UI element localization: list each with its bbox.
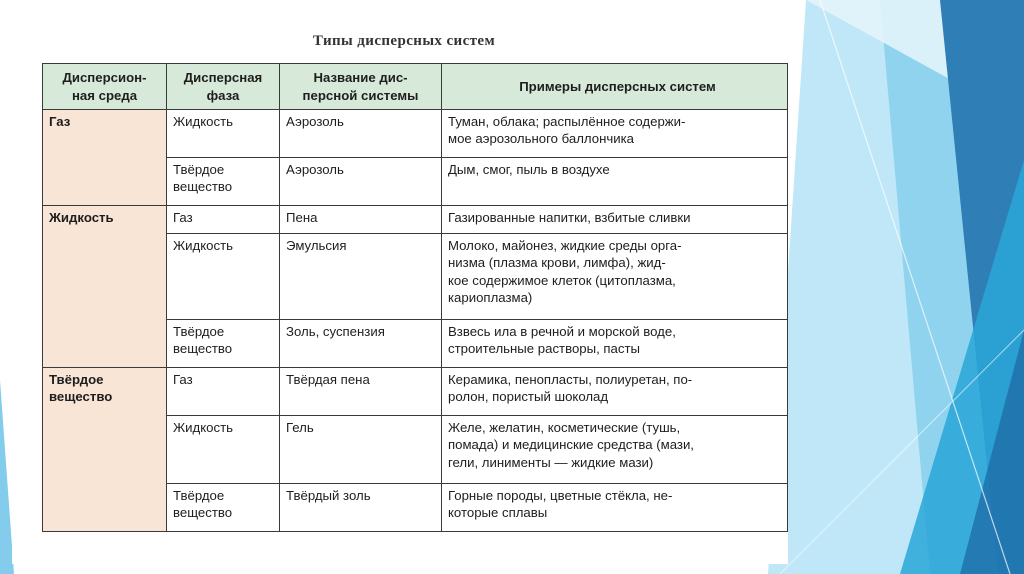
table-title: Типы дисперсных систем bbox=[312, 33, 496, 49]
phase-cell: Твёрдое вещество bbox=[167, 320, 280, 368]
phase-cell: Газ bbox=[167, 368, 280, 416]
system-name-cell: Гель bbox=[280, 416, 442, 484]
system-name-cell: Золь, суспензия bbox=[280, 320, 442, 368]
examples-cell: Горные породы, цветные стёкла, не- которые сплавы bbox=[442, 484, 788, 532]
header-medium: Дисперсион- ная среда bbox=[43, 64, 167, 110]
examples-cell: Керамика, пенопласты, полиуретан, по- ролон, пористый шоколад bbox=[442, 368, 788, 416]
phase-cell: Твёрдое вещество bbox=[167, 158, 280, 206]
system-name-cell: Твёрдый золь bbox=[280, 484, 442, 532]
medium-cell: Твёрдое вещество bbox=[43, 368, 167, 532]
header-name: Название дис- персной системы bbox=[280, 64, 442, 110]
examples-cell: Туман, облака; распылённое содержи- мое аэрозольного баллончика bbox=[442, 110, 788, 158]
textbook-page bbox=[12, 0, 788, 564]
phase-cell: Газ bbox=[167, 206, 280, 234]
examples-cell: Взвесь ила в речной и морской воде, строительные растворы, пасты bbox=[442, 320, 788, 368]
system-name-cell: Твёрдая пена bbox=[280, 368, 442, 416]
disperse-systems-table bbox=[42, 63, 788, 532]
table-row bbox=[43, 206, 788, 234]
medium-cell: Газ bbox=[43, 110, 167, 206]
medium-cell: Жидкость bbox=[43, 206, 167, 368]
table-row bbox=[43, 368, 788, 416]
system-name-cell: Аэрозоль bbox=[280, 158, 442, 206]
system-name-cell: Аэрозоль bbox=[280, 110, 442, 158]
examples-cell: Молоко, майонез, жидкие среды орга- низма (плазма крови, лимфа), жид- кое содержимое клеток (цитоплазма, кариоплазма) bbox=[442, 234, 788, 320]
system-name-cell: Пена bbox=[280, 206, 442, 234]
phase-cell: Жидкость bbox=[167, 110, 280, 158]
header-row bbox=[43, 64, 788, 110]
system-name-cell: Эмульсия bbox=[280, 234, 442, 320]
phase-cell: Жидкость bbox=[167, 416, 280, 484]
header-examples: Примеры дисперсных систем bbox=[442, 64, 788, 110]
phase-cell: Жидкость bbox=[167, 234, 280, 320]
header-phase: Дисперсная фаза bbox=[167, 64, 280, 110]
examples-cell: Желе, желатин, косметические (тушь, помада) и медицинские средства (мази, гели, линименты — жидкие мази) bbox=[442, 416, 788, 484]
examples-cell: Газированные напитки, взбитые сливки bbox=[442, 206, 788, 234]
phase-cell: Твёрдое вещество bbox=[167, 484, 280, 532]
examples-cell: Дым, смог, пыль в воздухе bbox=[442, 158, 788, 206]
table-row bbox=[43, 110, 788, 158]
